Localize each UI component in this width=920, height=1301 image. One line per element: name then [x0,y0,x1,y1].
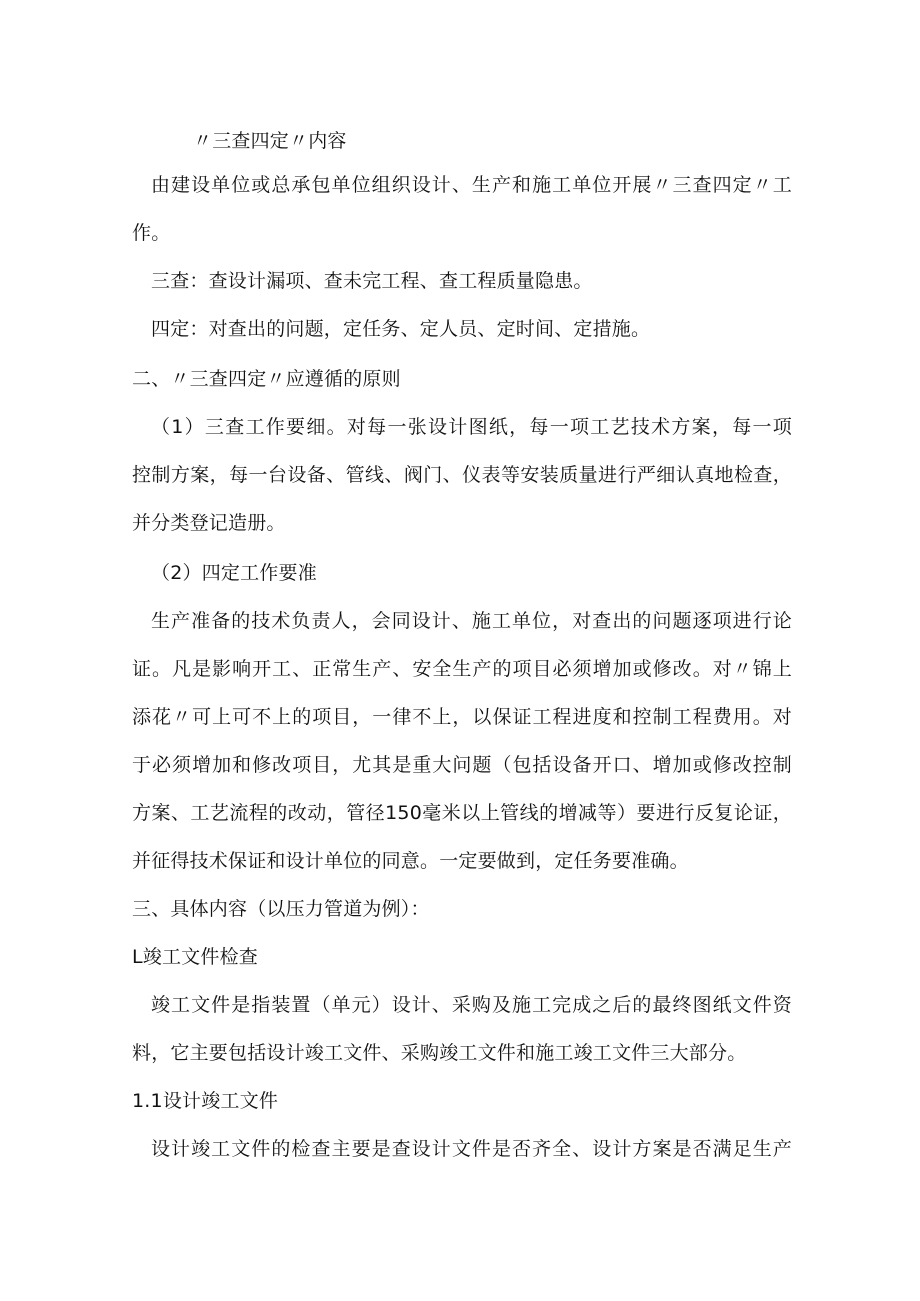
item2-line-6: 并征得技术保证和设计单位的同意。一定要做到，定任务要准确。 [132,850,689,872]
item2-line-1: 生产准备的技术负责人，会同设计、施工单位，对查出的问题逐项进行论 [151,610,792,632]
item2-line-5: 方案、工艺流程的改动，管径150毫米以上管线的增减等）要进行反复论证， [132,802,792,824]
paragraph-completion-line-2: 料，它主要包括设计竣工文件、采购竣工文件和施工竣工文件三大部分。 [132,1042,747,1064]
item2-title: （2）四定工作要准 [151,562,317,584]
heading-sancha-sidi-content: 〃三查四定〃内容 [193,130,347,152]
item1-line-3: 并分类登记造册。 [132,512,286,534]
item1-line-1: （1）三查工作要细。对每一张设计图纸，每一项工艺技术方案，每一项 [151,416,792,438]
item2-line-4: 于必须增加和修改项目，尤其是重大问题（包括设备开口、增加或修改控制 [132,754,792,776]
paragraph-design-completion-line-1: 设计竣工文件的检查主要是查设计文件是否齐全、设计方案是否满足生产 [151,1138,792,1160]
heading-design-completion-documents: 1.1设计竣工文件 [132,1090,279,1112]
paragraph-organizer-line-1: 由建设单位或总承包单位组织设计、生产和施工单位开展〃三查四定〃工 [151,174,792,196]
paragraph-san-cha: 三查：查设计漏项、查未完工程、查工程质量隐患。 [151,270,593,292]
heading-principles: 二、〃三查四定〃应遵循的原则 [132,368,401,390]
item1-line-2: 控制方案，每一台设备、管线、阀门、仪表等安装质量进行严细认真地检查， [132,464,792,486]
paragraph-si-ding: 四定：对查出的问题，定任务、定人员、定时间、定措施。 [151,318,651,340]
item2-line-2: 证。凡是影响开工、正常生产、安全生产的项目必须增加或修改。对〃锦上 [132,658,792,680]
paragraph-completion-line-1: 竣工文件是指装置（单元）设计、采购及施工完成之后的最终图纸文件资 [151,994,792,1016]
item2-line-3: 添花〃可上可不上的项目，一律不上，以保证工程进度和控制工程费用。对 [132,706,792,728]
paragraph-organizer-line-2: 作。 [132,222,171,244]
heading-completion-documents-check: L竣工文件检查 [132,946,258,968]
heading-specific-content: 三、具体内容（以压力管道为例）： [132,898,430,920]
